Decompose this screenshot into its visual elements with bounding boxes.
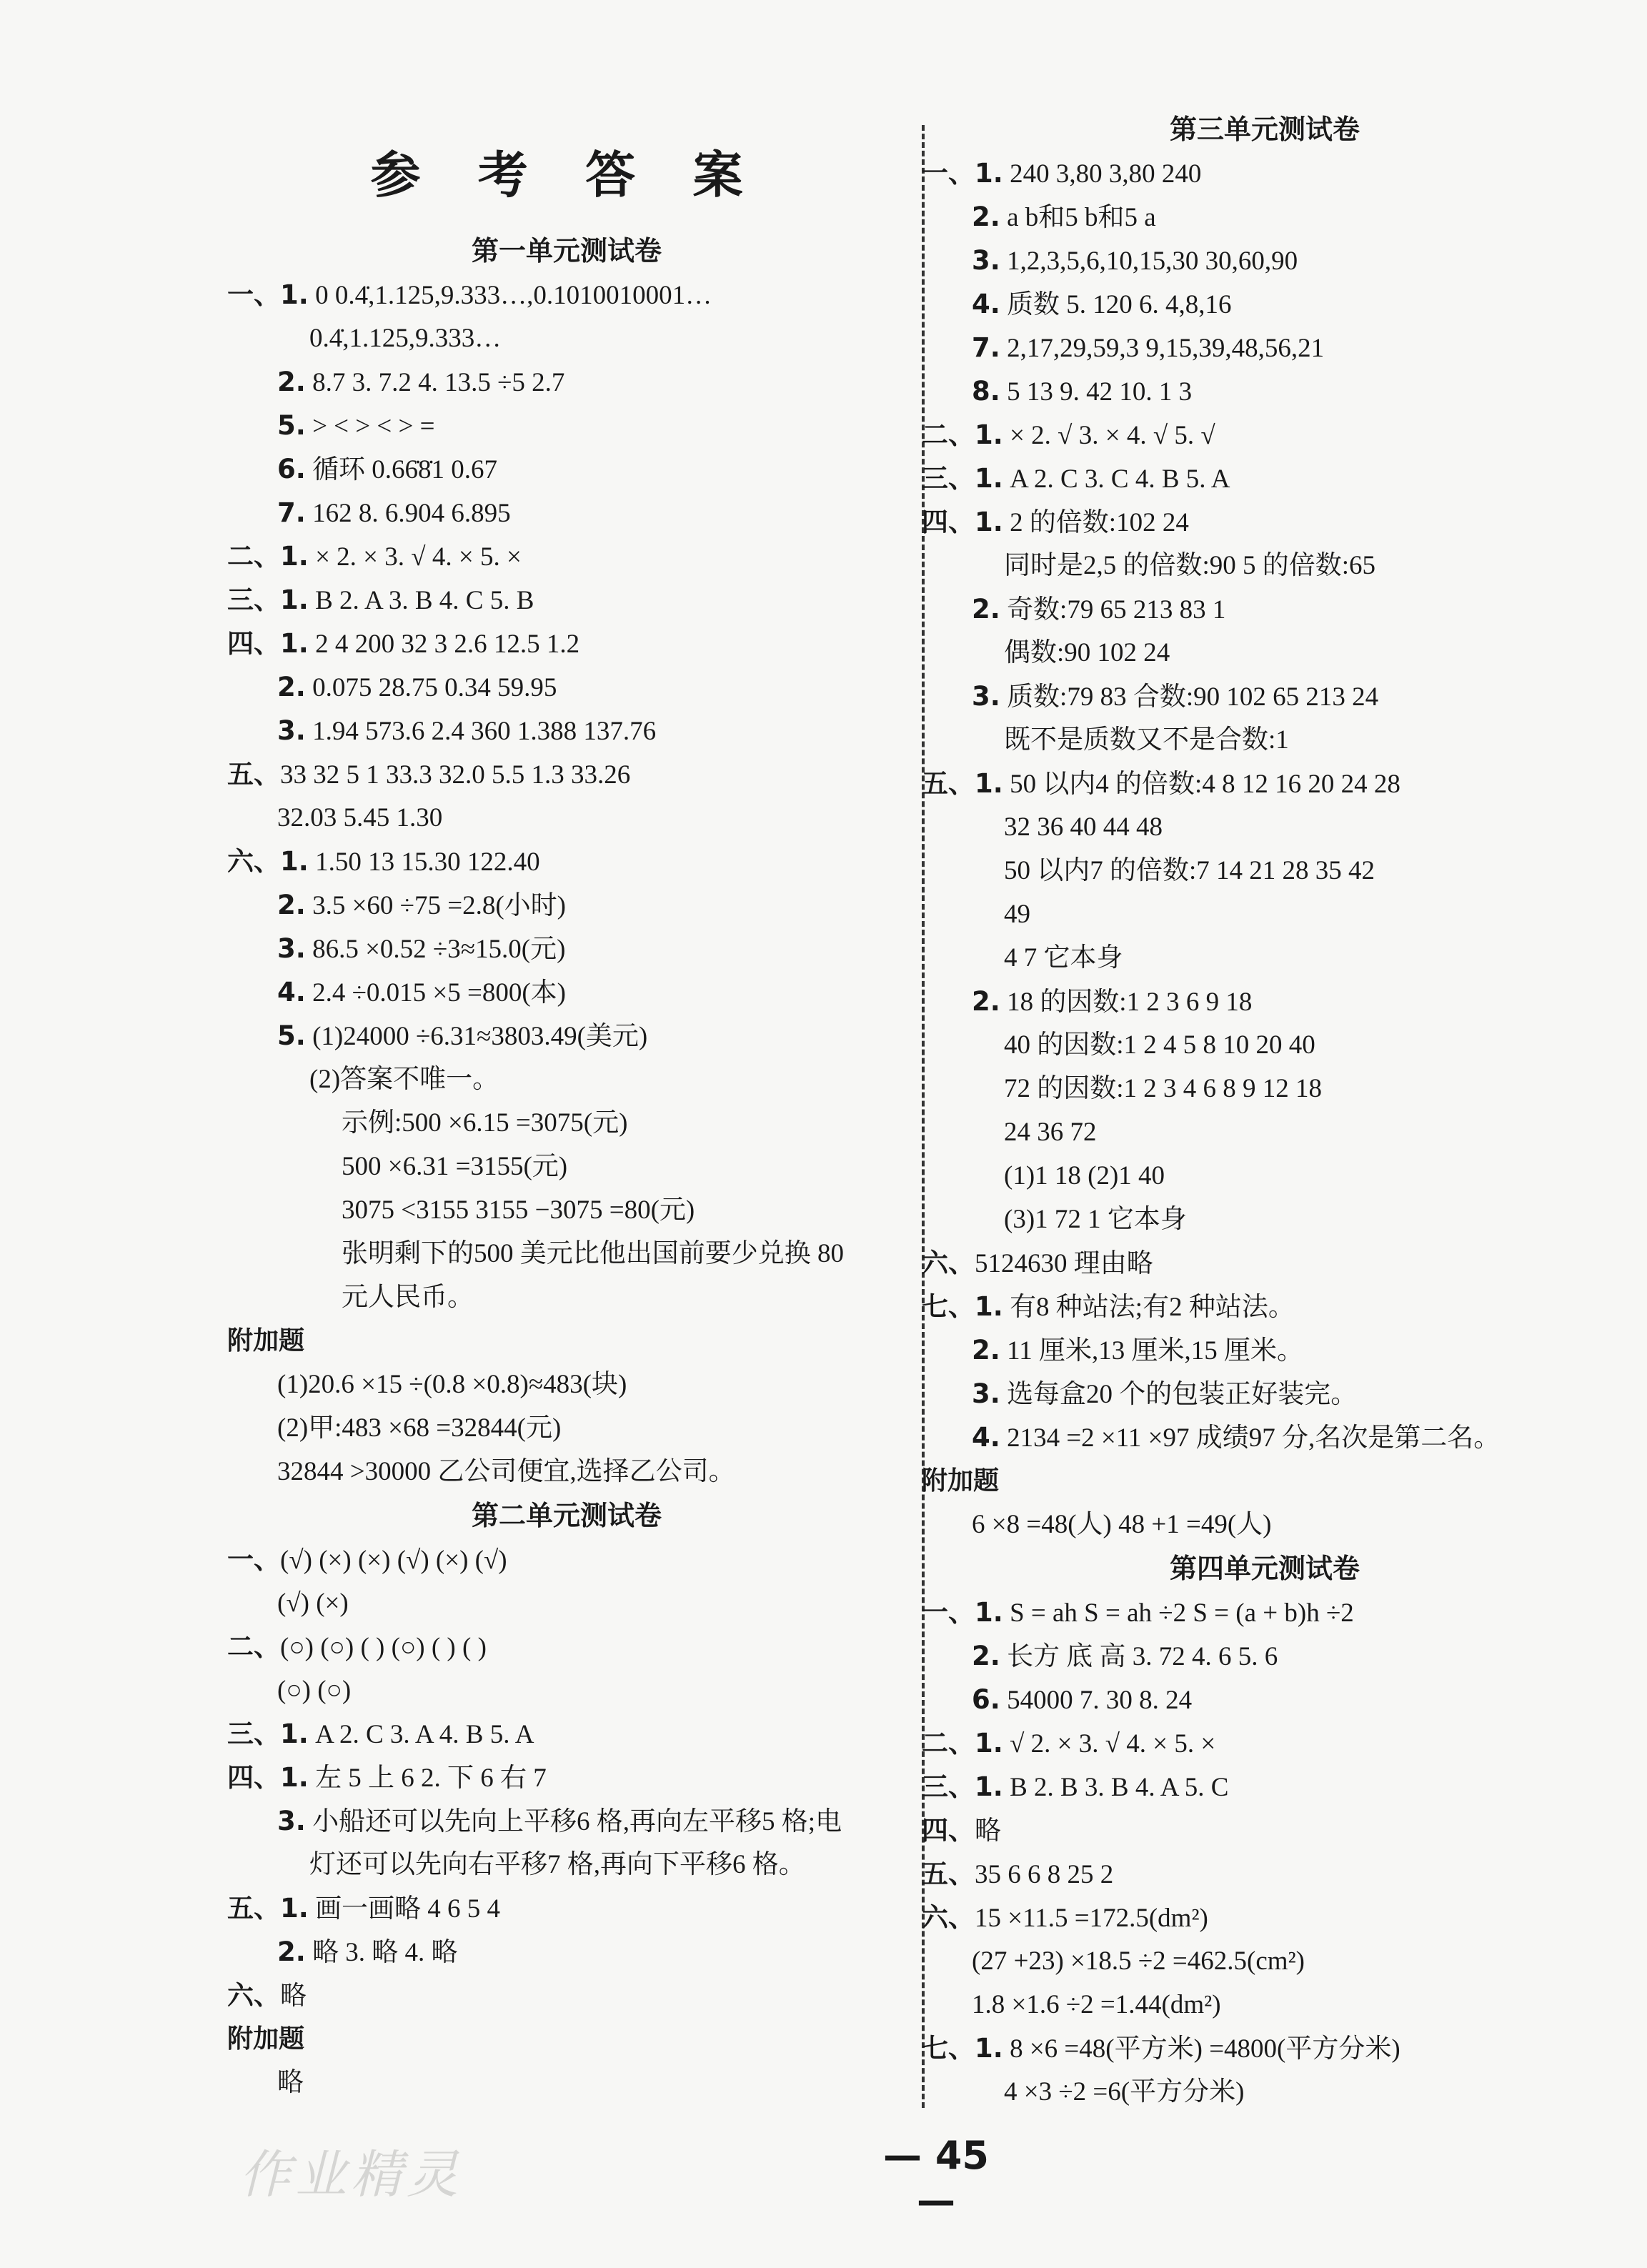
answer-line xyxy=(922,1198,1608,1241)
question-number: 六、1. xyxy=(227,846,309,877)
answer-line xyxy=(227,1886,906,1930)
question-number: 2. xyxy=(277,367,306,397)
answer-line xyxy=(922,675,1608,718)
answer-text: 1.8 ×1.6 ÷2 =1.44(dm²) xyxy=(972,1990,1221,2019)
answer-text: (1)1 18 (2)1 40 xyxy=(1004,1161,1165,1190)
answer-line xyxy=(922,631,1608,675)
question-number: 2. xyxy=(972,1335,1000,1366)
answer-line xyxy=(227,1974,906,2017)
question-number: 6. xyxy=(277,454,306,484)
answer-line xyxy=(227,1625,906,1668)
answer-line xyxy=(922,151,1608,195)
answer-line xyxy=(922,195,1608,239)
answer-text: 33 32 5 1 33.3 32.0 5.5 1.3 33.26 xyxy=(280,760,631,790)
answer-line xyxy=(227,1799,906,1843)
answer-line xyxy=(922,1634,1608,1678)
answer-line xyxy=(922,1591,1608,1634)
answer-text: 小船还可以先向上平移6 格,再向左平移5 格;电 xyxy=(305,1807,842,1836)
question-number: 一、1. xyxy=(227,279,309,310)
answer-text: 18 的因数:1 2 3 6 9 18 xyxy=(1000,988,1253,1017)
answer-line xyxy=(227,1363,906,1406)
answer-line xyxy=(227,970,906,1014)
question-number: 2. xyxy=(972,986,1000,1017)
answer-line xyxy=(227,622,906,665)
answer-text: × 2. × 3. √ 4. × 5. × xyxy=(308,542,522,572)
question-number: 三、1. xyxy=(922,463,1003,494)
answer-line xyxy=(227,1538,906,1581)
answer-line xyxy=(227,1275,906,1319)
answer-line xyxy=(227,1450,906,1493)
question-number: 3. xyxy=(972,1378,1000,1409)
answer-line xyxy=(922,1503,1608,1546)
answer-line xyxy=(922,1285,1608,1328)
unit3-lines xyxy=(922,151,1608,1459)
answer-text: 质数:79 83 合数:90 102 65 213 24 xyxy=(1000,682,1379,712)
unit4-heading: 第四单元测试卷 xyxy=(1169,1553,1360,1584)
answer-text: 张明剩下的500 美元比他出国前要少兑换 80 xyxy=(342,1239,844,1268)
answer-text: 画一画略 4 6 5 4 xyxy=(308,1894,501,1924)
answer-line xyxy=(227,709,906,752)
answer-text: 0.4̇,1.125,9.333… xyxy=(309,324,502,353)
answer-line xyxy=(922,413,1608,457)
question-number: 一、 xyxy=(227,1544,280,1575)
question-number: 七、1. xyxy=(922,1291,1003,1322)
unit3-extra-lines xyxy=(922,1503,1608,1546)
answer-text: 选每盒20 个的包装正好装完。 xyxy=(1000,1380,1358,1409)
unit2-heading: 第二单元测试卷 xyxy=(471,1500,662,1531)
question-number: 五、 xyxy=(922,1859,975,1889)
answer-line xyxy=(227,2061,906,2104)
question-number: 三、1. xyxy=(227,585,309,615)
answer-line xyxy=(922,1852,1608,1896)
answer-text: 40 的因数:1 2 4 5 8 10 20 40 xyxy=(1004,1030,1315,1060)
answer-line xyxy=(922,805,1608,849)
answer-text: A 2. C 3. C 4. B 5. A xyxy=(1002,464,1230,494)
question-number: 五、1. xyxy=(922,768,1003,799)
left-column xyxy=(227,107,906,2104)
unit1-extra-heading: 附加题 xyxy=(227,1326,305,1356)
answer-text: 0.075 28.75 0.34 59.95 xyxy=(305,673,557,702)
answer-line xyxy=(922,369,1608,413)
answer-line xyxy=(922,457,1608,500)
answer-text: 15 ×11.5 =172.5(dm²) xyxy=(975,1904,1208,1933)
answer-text: 11 厘米,13 厘米,15 厘米。 xyxy=(1000,1336,1303,1366)
answer-text: 240 3,80 3,80 240 xyxy=(1002,159,1202,189)
answer-line xyxy=(227,840,906,883)
question-number: 二、1. xyxy=(227,541,309,572)
question-number: 2. xyxy=(277,1936,306,1967)
answer-text: 1.94 573.6 2.4 360 1.388 137.76 xyxy=(305,717,657,746)
answer-text: (√) (×) xyxy=(277,1588,349,1618)
answer-text: (○) (○) xyxy=(277,1676,352,1705)
question-number: 四、 xyxy=(922,1815,975,1846)
answer-line xyxy=(227,1014,906,1058)
answer-line xyxy=(922,849,1608,892)
answer-text: 既不是质数又不是合数:1 xyxy=(1004,725,1289,755)
answer-line xyxy=(227,447,906,491)
answer-line xyxy=(922,936,1608,980)
unit2-extra-heading: 附加题 xyxy=(227,2024,305,2054)
answer-line xyxy=(922,980,1608,1023)
answer-line xyxy=(227,1930,906,1974)
answer-text: 略 xyxy=(277,2068,304,2097)
answer-text: (√) (×) (×) (√) (×) (√) xyxy=(280,1546,507,1575)
answer-text: 32844 >30000 乙公司便宜,选择乙公司。 xyxy=(277,1457,735,1486)
question-number: 2. xyxy=(972,202,1000,232)
answer-line xyxy=(922,1328,1608,1372)
answer-text: 2134 =2 ×11 ×97 成绩97 分,名次是第二名。 xyxy=(1000,1423,1501,1453)
question-number: 3. xyxy=(277,933,306,964)
answer-line xyxy=(922,2026,1608,2070)
answer-text: 1.50 13 15.30 122.40 xyxy=(308,847,540,877)
answer-line xyxy=(227,752,906,796)
question-number: 3. xyxy=(972,245,1000,276)
answer-text: a b和5 b和5 a xyxy=(1000,203,1156,232)
answer-line xyxy=(227,360,906,404)
page-title: 参 考 答 案 xyxy=(370,146,763,204)
answer-line xyxy=(227,317,906,360)
answer-line xyxy=(227,796,906,840)
answer-line xyxy=(227,883,906,927)
answer-line xyxy=(922,1896,1608,1939)
answer-line xyxy=(227,273,906,317)
answer-line xyxy=(922,544,1608,587)
question-number: 五、 xyxy=(227,759,280,790)
answer-text: 示例:500 ×6.15 =3075(元) xyxy=(342,1108,628,1138)
answer-text: 3.5 ×60 ÷75 =2.8(小时) xyxy=(305,891,566,920)
question-number: 7. xyxy=(972,332,1000,363)
answer-line xyxy=(227,578,906,622)
question-number: 一、1. xyxy=(922,1597,1003,1628)
unit3-extra-heading: 附加题 xyxy=(922,1466,1000,1496)
answer-line xyxy=(922,282,1608,326)
answer-text: 5124630 理由略 xyxy=(975,1249,1153,1278)
unit3-heading: 第三单元测试卷 xyxy=(1169,114,1360,145)
question-number: 7. xyxy=(277,497,306,528)
question-number: 一、1. xyxy=(922,158,1003,189)
question-number: 3. xyxy=(277,715,306,746)
watermark-logo: 作业精灵 xyxy=(239,2144,463,2204)
answer-text: B 2. B 3. B 4. A 5. C xyxy=(1002,1773,1229,1802)
answer-text: √ 2. × 3. √ 4. × 5. × xyxy=(1002,1729,1216,1759)
answer-line xyxy=(922,1983,1608,2026)
answer-line xyxy=(922,1372,1608,1416)
question-number: 2. xyxy=(277,672,306,702)
question-number: 四、1. xyxy=(227,1762,309,1793)
answer-text: 2.4 ÷0.015 ×5 =800(本) xyxy=(305,978,566,1008)
answer-text: 32 36 40 44 48 xyxy=(1004,812,1163,842)
question-number: 4. xyxy=(972,289,1000,319)
answer-line xyxy=(922,587,1608,631)
unit2-lines xyxy=(227,1538,906,2017)
answer-text: 54000 7. 30 8. 24 xyxy=(1000,1686,1193,1715)
answer-line xyxy=(922,1067,1608,1110)
answer-text: 8.7 3. 7.2 4. 13.5 ÷5 2.7 xyxy=(305,368,565,397)
answer-text: 循环 0.66̇8̇1 0.67 xyxy=(305,455,498,484)
answer-text: 略 3. 略 4. 略 xyxy=(305,1938,458,1967)
answer-text: 6 ×8 =48(人) 48 +1 =49(人) xyxy=(972,1510,1272,1539)
answer-line xyxy=(227,1581,906,1625)
question-number: 4. xyxy=(277,977,306,1008)
question-number: 8. xyxy=(972,376,1000,407)
answer-text: S = ah S = ah ÷2 S = (a + b)h ÷2 xyxy=(1002,1598,1354,1628)
answer-line xyxy=(922,762,1608,805)
answer-text: (27 +23) ×18.5 ÷2 =462.5(cm²) xyxy=(972,1946,1305,1976)
question-number: 四、1. xyxy=(922,507,1003,537)
answer-line xyxy=(922,1154,1608,1198)
answer-text: B 2. A 3. B 4. C 5. B xyxy=(308,586,534,615)
answer-text: 5 13 9. 42 10. 1 3 xyxy=(1000,377,1193,407)
answer-line xyxy=(227,1843,906,1886)
answer-text: 1,2,3,5,6,10,15,30 30,60,90 xyxy=(1000,247,1298,276)
answer-line xyxy=(227,1188,906,1232)
answer-line xyxy=(922,1241,1608,1285)
answer-line xyxy=(922,500,1608,544)
answer-text: 3075 <3155 3155 −3075 =80(元) xyxy=(342,1195,695,1225)
unit4-lines xyxy=(922,1591,1608,2114)
answer-line xyxy=(922,1678,1608,1721)
question-number: 二、 xyxy=(227,1631,280,1662)
answer-text: 2 4 200 32 3 2.6 12.5 1.2 xyxy=(308,630,580,659)
question-number: 2. xyxy=(277,890,306,920)
answer-text: 4 ×3 ÷2 =6(平方分米) xyxy=(1004,2077,1245,2107)
answer-line xyxy=(227,404,906,447)
answer-line xyxy=(227,1101,906,1145)
question-number: 六、 xyxy=(227,1980,280,2011)
answer-text: 35 6 6 8 25 2 xyxy=(975,1860,1114,1889)
question-number: 6. xyxy=(972,1684,1000,1715)
question-number: 5. xyxy=(277,410,306,441)
answer-line xyxy=(922,1721,1608,1765)
question-number: 三、1. xyxy=(227,1719,309,1749)
answer-text: 元人民币。 xyxy=(342,1283,474,1312)
answer-text: 162 8. 6.904 6.895 xyxy=(305,499,511,528)
answer-line xyxy=(922,1765,1608,1809)
answer-text: (1)20.6 ×15 ÷(0.8 ×0.8)≈483(块) xyxy=(277,1370,627,1399)
question-number: 六、 xyxy=(922,1248,975,1278)
answer-line xyxy=(922,326,1608,369)
answer-text: 灯还可以先向右平移7 格,再向下平移6 格。 xyxy=(309,1850,805,1879)
answer-line xyxy=(227,1232,906,1275)
answer-line xyxy=(227,491,906,534)
answer-text: > < > < > = xyxy=(305,412,435,441)
answer-line xyxy=(922,1809,1608,1852)
answer-text: 有8 种站法;有2 种站法。 xyxy=(1002,1293,1295,1322)
unit1-heading: 第一单元测试卷 xyxy=(471,235,662,267)
unit1-lines xyxy=(227,273,906,1319)
answer-text: 偶数:90 102 24 xyxy=(1004,638,1170,667)
answer-text: 500 ×6.31 =3155(元) xyxy=(342,1152,568,1181)
answer-text: (1)24000 ÷6.31≈3803.49(美元) xyxy=(305,1022,648,1051)
answer-text: (2)答案不唯一。 xyxy=(309,1065,499,1094)
answer-line xyxy=(227,1145,906,1188)
answer-text: (○) (○) ( ) (○) ( ) ( ) xyxy=(280,1633,487,1662)
question-number: 5. xyxy=(277,1020,306,1051)
question-number: 3. xyxy=(277,1806,306,1836)
answer-text: 72 的因数:1 2 3 4 6 8 9 12 18 xyxy=(1004,1074,1323,1103)
answer-text: 50 以内4 的倍数:4 8 12 16 20 24 28 xyxy=(1002,770,1400,799)
answer-text: 24 36 72 xyxy=(1004,1118,1097,1147)
question-number: 七、1. xyxy=(922,2033,1003,2064)
answer-text: 奇数:79 65 213 83 1 xyxy=(1000,595,1226,625)
answer-text: 同时是2,5 的倍数:90 5 的倍数:65 xyxy=(1004,551,1376,580)
answer-text: 86.5 ×0.52 ÷3≈15.0(元) xyxy=(305,935,566,964)
answer-text: 2 的倍数:102 24 xyxy=(1002,508,1189,537)
question-number: 2. xyxy=(972,1641,1000,1671)
answer-line xyxy=(922,1939,1608,1983)
answer-text: 左 5 上 6 2. 下 6 右 7 xyxy=(308,1764,547,1793)
answer-line xyxy=(922,239,1608,282)
unit2-extra-lines xyxy=(227,2061,906,2104)
right-column xyxy=(922,107,1608,2114)
answer-line xyxy=(922,718,1608,762)
question-number: 二、1. xyxy=(922,1728,1003,1759)
answer-text: 略 xyxy=(975,1816,1001,1846)
unit1-extra-lines xyxy=(227,1363,906,1493)
question-number: 二、1. xyxy=(922,419,1003,450)
answer-line xyxy=(922,1110,1608,1154)
answer-line xyxy=(227,927,906,970)
answer-line xyxy=(227,1058,906,1101)
answer-line xyxy=(922,1416,1608,1459)
answer-text: 长方 底 高 3. 72 4. 6 5. 6 xyxy=(1000,1642,1278,1671)
answer-text: 8 ×6 =48(平方米) =4800(平方分米) xyxy=(1002,2034,1400,2064)
answer-text: 略 xyxy=(280,1981,307,2011)
answer-line xyxy=(922,1023,1608,1067)
answer-line xyxy=(227,1406,906,1450)
question-number: 六、 xyxy=(922,1902,975,1933)
answer-line xyxy=(227,665,906,709)
question-number: 2. xyxy=(972,594,1000,625)
answer-text: (2)甲:483 ×68 =32844(元) xyxy=(277,1413,562,1443)
answer-text: 质数 5. 120 6. 4,8,16 xyxy=(1000,290,1232,319)
question-number: 4. xyxy=(972,1422,1000,1453)
answer-text: 0 0.4̇,1.125,9.333…,0.1010010001… xyxy=(308,281,712,310)
question-number: 四、1. xyxy=(227,628,309,659)
answer-text: 32.03 5.45 1.30 xyxy=(277,803,443,832)
answer-text: A 2. C 3. A 4. B 5. A xyxy=(308,1720,534,1749)
answer-text: 50 以内7 的倍数:7 14 21 28 35 42 xyxy=(1004,856,1375,885)
answer-line xyxy=(227,1712,906,1756)
answer-text: 2,17,29,59,3 9,15,39,48,56,21 xyxy=(1000,334,1325,363)
answer-line xyxy=(922,2070,1608,2114)
question-number: 三、1. xyxy=(922,1771,1003,1802)
answer-line xyxy=(227,1668,906,1712)
answer-line xyxy=(227,534,906,578)
answer-text: 4 7 它本身 xyxy=(1004,943,1123,973)
answer-line xyxy=(227,1756,906,1799)
answer-text: × 2. √ 3. × 4. √ 5. √ xyxy=(1002,421,1215,450)
answer-text: 49 xyxy=(1004,900,1030,929)
page-number: — 45 — xyxy=(883,2133,989,2223)
question-number: 五、1. xyxy=(227,1893,309,1924)
answer-text: (3)1 72 1 它本身 xyxy=(1004,1205,1187,1234)
question-number: 3. xyxy=(972,681,1000,712)
answer-line xyxy=(922,892,1608,936)
